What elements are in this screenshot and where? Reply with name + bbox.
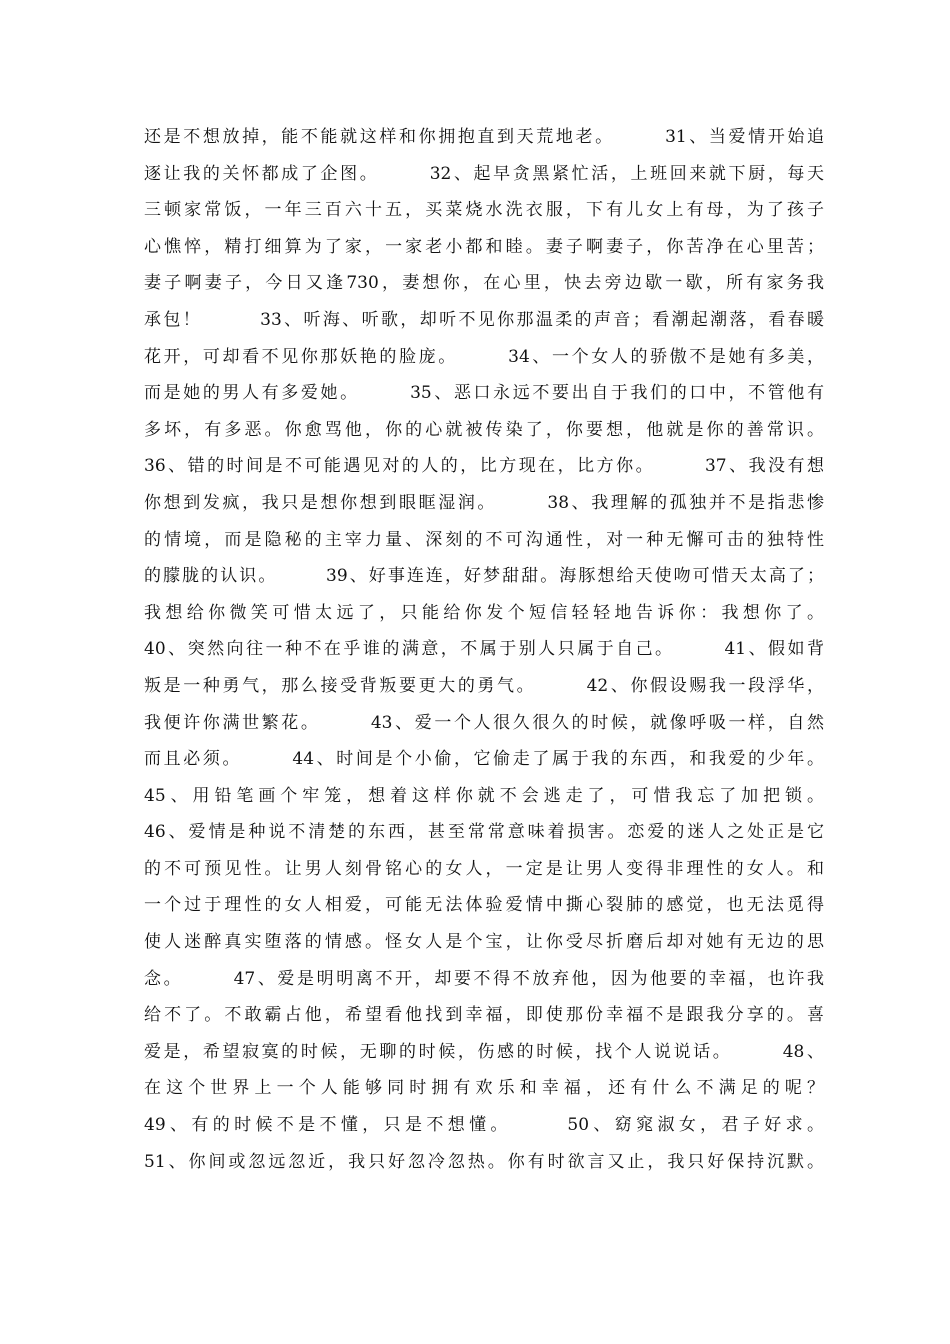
text-line: 49、有的时候不是不懂，只是不想懂。 50、窈窕淑女，君子好求。 xyxy=(144,1115,824,1136)
text-line: 三顿家常饭，一年三百六十五，买菜烧水洗衣服，下有儿女上有母，为了孩子 xyxy=(144,200,824,221)
text-line: 逐让我的关怀都成了企图。 32、起早贪黑紧忙活，上班回来就下厨，每天 xyxy=(144,163,824,184)
text-line: 爱是，希望寂寞的时候，无聊的时候，伤感的时候，找个人说说话。 48、 xyxy=(144,1041,824,1062)
text-line: 心憔悴，精打细算为了家，一家老小都和睦。妻子啊妻子，你苦净在心里苦； xyxy=(144,236,824,257)
text-line: 妻子啊妻子，今日又逢730，妻想你，在心里，快去旁边歇一歇，所有家务我 xyxy=(144,273,824,294)
text-line: 你想到发疯，我只是想你想到眼眶湿润。 38、我理解的孤独并不是指悲惨 xyxy=(144,492,824,513)
text-line: 的情境，而是隐秘的主宰力量、深刻的不可沟通性，对一种无懈可击的独特性 xyxy=(144,529,824,550)
text-line: 叛是一种勇气，那么接受背叛要更大的勇气。 42、你假设赐我一段浮华， xyxy=(144,675,824,696)
text-line: 使人迷醉真实堕落的情感。怪女人是个宝，让你受尽折磨后却对她有无边的思 xyxy=(144,932,824,953)
text-line: 我便许你满世繁花。 43、爱一个人很久很久的时候，就像呼吸一样，自然 xyxy=(144,712,824,733)
text-line: 一个过于理性的女人相爱，可能无法体验爱情中撕心裂肺的感觉，也无法觅得 xyxy=(144,895,824,916)
text-line: 46、爱情是种说不清楚的东西，甚至常常意味着损害。恋爱的迷人之处正是它 xyxy=(144,822,824,843)
text-line: 51、你间或忽远忽近，我只好忽冷忽热。你有时欲言又止，我只好保持沉默。 xyxy=(144,1151,824,1172)
text-line: 的朦胧的认识。 39、好事连连，好梦甜甜。海豚想给天使吻可惜天太高了； xyxy=(144,566,824,587)
text-line: 念。 47、爱是明明离不开，却要不得不放弃他，因为他要的幸福，也许我 xyxy=(144,968,824,989)
text-line: 36、错的时间是不可能遇见对的人的，比方现在，比方你。 37、我没有想 xyxy=(144,456,824,477)
text-line: 花开，可却看不见你那妖艳的脸庞。 34、一个女人的骄傲不是她有多美， xyxy=(144,346,824,367)
text-line: 而是她的男人有多爱她。 35、恶口永远不要出自于我们的口中，不管他有 xyxy=(144,383,824,404)
text-line: 承包！ 33、听海、听歌，却听不见你那温柔的声音；看潮起潮落，看春暖 xyxy=(144,309,824,330)
text-line: 我想给你微笑可惜太远了，只能给你发个短信轻轻地告诉你：我想你了。 xyxy=(144,602,824,623)
text-line: 而且必须。 44、时间是个小偷，它偷走了属于我的东西，和我爱的少年。 xyxy=(144,749,824,770)
text-line: 在这个世界上一个人能够同时拥有欢乐和幸福，还有什么不满足的呢？ xyxy=(144,1078,824,1099)
body-text xyxy=(144,119,824,1180)
text-line: 40、突然向往一种不在乎谁的满意，不属于别人只属于自己。 41、假如背 xyxy=(144,639,824,660)
text-line: 多坏，有多恶。你愈骂他，你的心就被传染了，你要想，他就是你的善常识。 xyxy=(144,419,824,440)
text-line: 还是不想放掉，能不能就这样和你拥抱直到天荒地老。 31、当爱情开始追 xyxy=(144,127,824,147)
text-line: 给不了。不敢霸占他，希望看他找到幸福，即使那份幸福不是跟我分享的。喜 xyxy=(144,1005,824,1026)
text-line: 45、用铅笔画个牢笼，想着这样你就不会逃走了，可惜我忘了加把锁。 xyxy=(144,785,824,806)
text-line: 的不可预见性。让男人刻骨铭心的女人，一定是让男人变得非理性的女人。和 xyxy=(144,858,824,879)
